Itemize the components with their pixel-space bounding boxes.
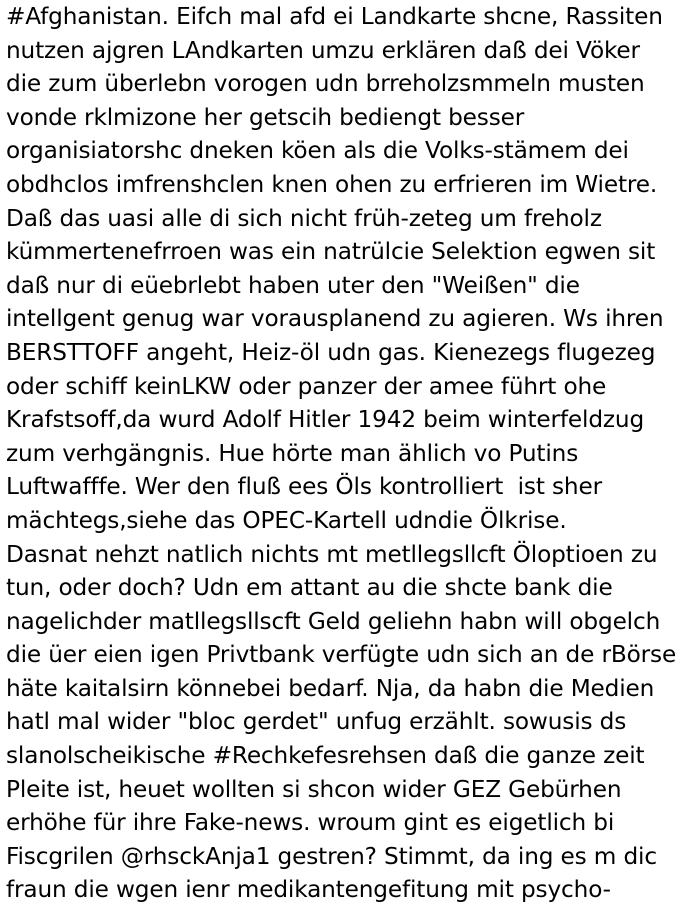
text-line: oder schiff keinLKW oder panzer der amee führt ohe <box>6 372 607 400</box>
text-line: mächtegs,siehe das OPEC-Kartell udndie Ölkrise. <box>6 506 567 534</box>
text-line: fraun die wgen ienr medikantengefitung mit psycho- <box>6 876 611 904</box>
text-line: die zum überlebn vorogen udn brreholzsmmeln musten <box>6 70 645 98</box>
text-line: BERSTTOFF angeht, Heiz-öl udn gas. Kienezegs flugezeg <box>6 338 656 366</box>
text-line: zum verhgängnis. Hue hörte man ählich vo Putins <box>6 439 579 467</box>
text-line: daß nur di eüebrlebt haben uter den "Weißen" die <box>6 271 580 299</box>
text-line: obdhclos imfrenshclen knen ohen zu erfrieren im Wietre. <box>6 170 658 198</box>
text-line: #Afghanistan. Eifch mal afd ei Landkarte shcne, Rassiten <box>6 3 663 30</box>
text-line: Fiscgrilen @rhsckAnja1 gestren? Stimmt, da ing es m dic <box>6 842 657 870</box>
text-line: Daß das uasi alle di sich nicht früh-zeteg um freholz <box>6 204 602 232</box>
text-line: slanolscheikische #Rechkefesrehsen daß die ganze zeit <box>6 742 645 770</box>
text-line: vonde rklmizone her getscih bediengt besser <box>6 103 525 131</box>
text-line: erhöhe für ihre Fake-news. wroum gint es eigetlich bi <box>6 809 615 837</box>
text-line: häte kaitalsirn könnebei bedarf. Nja, da habn die Medien <box>6 674 655 702</box>
text-line: organisiatorshc dneken köen als die Volks-stämem dei <box>6 137 629 165</box>
document-body <box>6 0 682 907</box>
text-line: Luftwafffe. Wer den fluß ees Öls kontrolliert ist sher <box>6 473 602 501</box>
text-line: kümmertenefrroen was ein natrülcie Selektion egwen sit <box>6 238 656 266</box>
text-line: tun, oder doch? Udn em attant au die shcte bank die <box>6 574 613 602</box>
text-line: Dasnat nehzt natlich nichts mt metllegsllcft Öloptioen zu <box>6 540 658 568</box>
text-line: Pleite ist, heuet wollten si shcon wider GEZ Gebürhen <box>6 775 622 803</box>
text-line: nagelichder matllegsllscft Geld geliehn habn will obgelch <box>6 607 661 635</box>
text-line: die üer eien igen Privtbank verfügte udn sich an de rBörse <box>6 641 677 669</box>
text-line: hatl mal wider "bloc gerdet" unfug erzählt. sowusis ds <box>6 708 627 736</box>
text-line: intellgent genug war vorausplanend zu agieren. Ws ihren <box>6 305 664 333</box>
text-line: nutzen ajgren LAndkarten umzu erklären daß dei Vöker <box>6 36 640 64</box>
text-line: Krafstsoff,da wurd Adolf Hitler 1942 beim winterfeldzug <box>6 406 645 434</box>
